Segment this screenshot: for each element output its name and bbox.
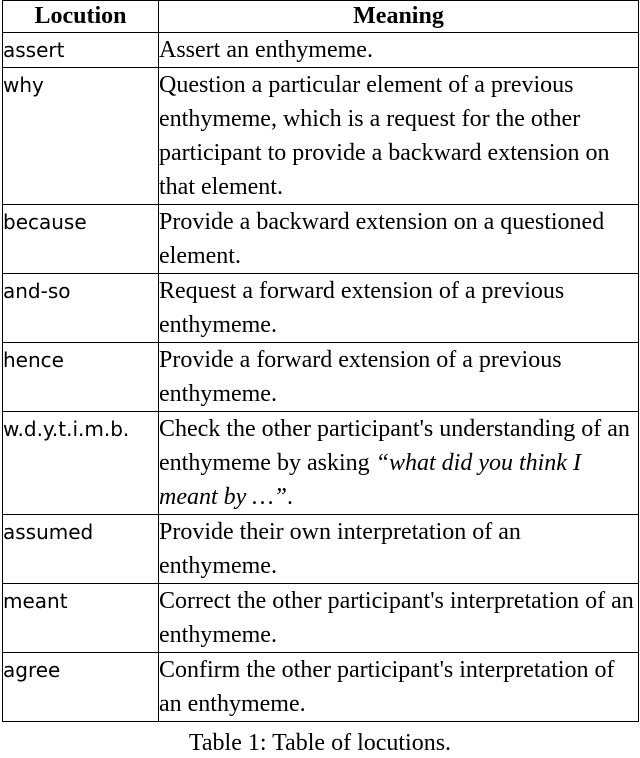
table-row	[3, 33, 639, 68]
meaning-cell: Assert an enthymeme.	[159, 33, 639, 68]
table-row	[3, 653, 639, 722]
locution-cell: because	[3, 205, 159, 274]
meaning-cell: Provide a forward extension of a previous enthymeme.	[159, 343, 639, 412]
table-header-row	[3, 1, 639, 33]
table-caption: Table 1: Table of locutions.	[188, 730, 452, 756]
table-row	[3, 68, 639, 205]
meaning-cell: Confirm the other participant's interpretation of an enthymeme.	[159, 653, 639, 722]
meaning-end: .	[287, 484, 293, 510]
meaning-quote: “what did you think I meant by …”	[159, 450, 581, 510]
meaning-cell: Request a forward extension of a previous enthymeme.	[159, 274, 639, 343]
locution-cell: agree	[3, 653, 159, 722]
table-row	[3, 584, 639, 653]
table-row	[3, 274, 639, 343]
locution-table	[2, 0, 639, 722]
header-meaning: Meaning	[159, 1, 639, 33]
meaning-text: Check the other participant's understanding of an enthymeme by asking	[159, 416, 630, 476]
meaning-cell: Provide a backward extension on a questioned element.	[159, 205, 639, 274]
locution-cell: w.d.y.t.i.m.b.	[3, 412, 159, 515]
meaning-cell	[159, 412, 639, 515]
locution-cell: assert	[3, 33, 159, 68]
table-row	[3, 412, 639, 515]
meaning-cell: Provide their own interpretation of an enthymeme.	[159, 515, 639, 584]
meaning-cell: Correct the other participant's interpretation of an enthymeme.	[159, 584, 639, 653]
header-locution: Locution	[3, 1, 159, 33]
locution-cell: and-so	[3, 274, 159, 343]
table-row	[3, 343, 639, 412]
locution-cell: hence	[3, 343, 159, 412]
table-row	[3, 515, 639, 584]
locution-cell: assumed	[3, 515, 159, 584]
meaning-cell: Question a particular element of a previous enthymeme, which is a request for the other participant to provide a backward extension on that element.	[159, 68, 639, 205]
locution-cell: why	[3, 68, 159, 205]
table-row	[3, 205, 639, 274]
locution-cell: meant	[3, 584, 159, 653]
